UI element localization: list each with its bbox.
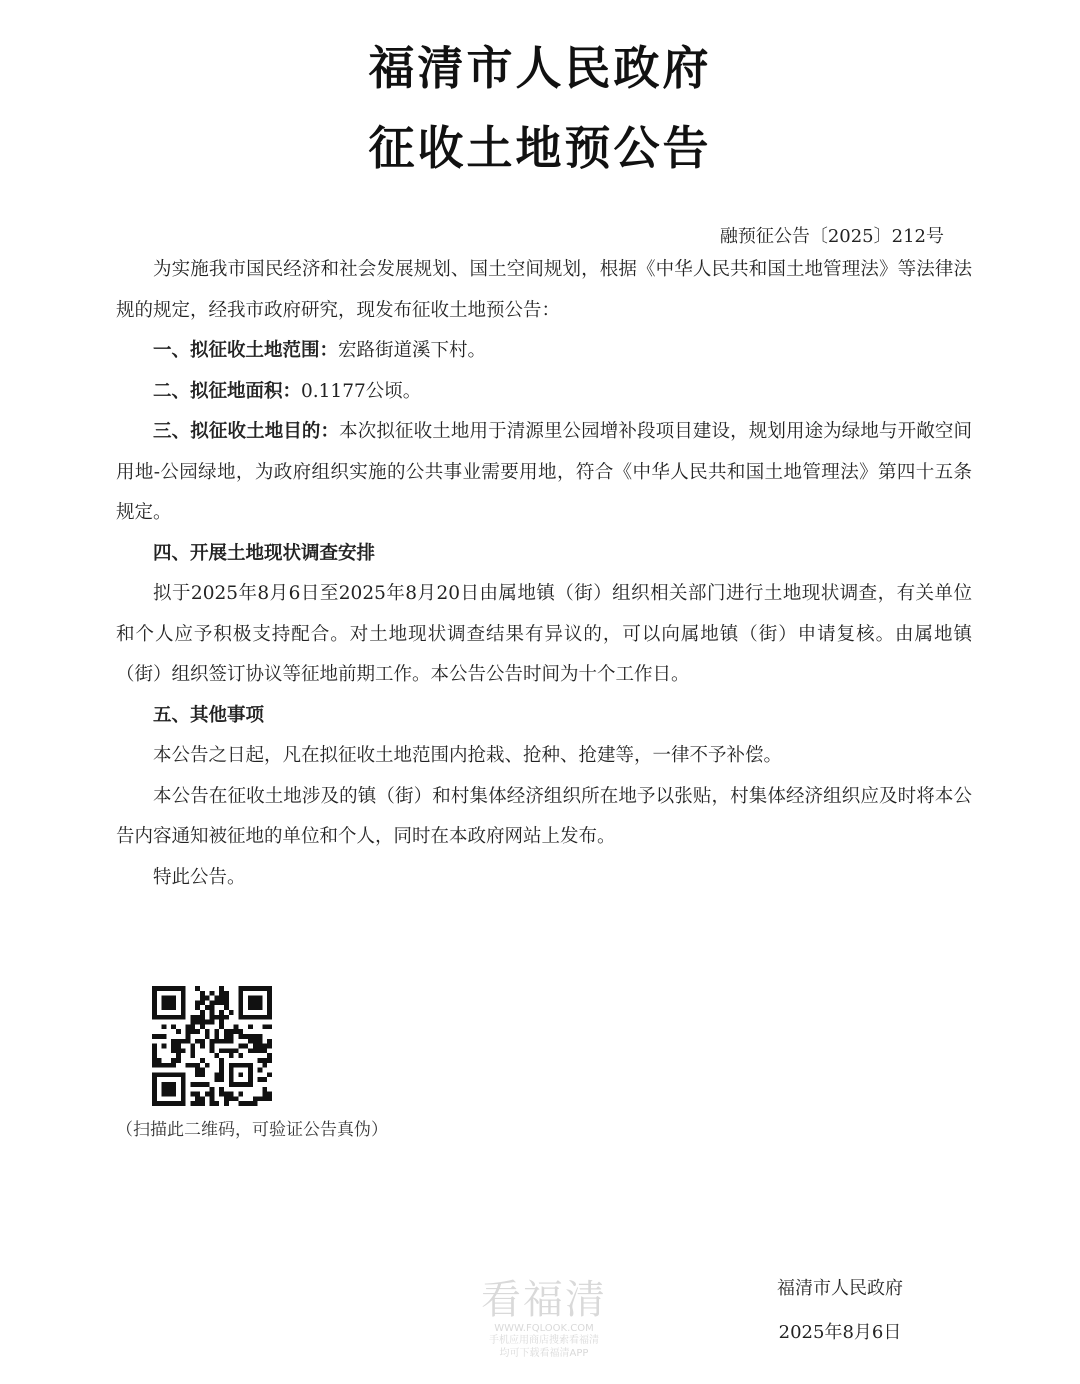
section-4-heading-paragraph bbox=[116, 534, 972, 575]
notice-body bbox=[116, 250, 972, 898]
title-line-2: 征收土地预公告 bbox=[368, 121, 712, 175]
section-2-text: 0.1177公顷。 bbox=[301, 380, 422, 402]
section-3-text: 本次拟征收土地用于清源里公园增补段项目建设，规划用途为绿地与开敞空间用地-公园绿地，为政府组织实施的公共事业需要用地，符合《中华人民共和国土地管理法》第四十五条规定。 bbox=[116, 421, 972, 523]
section-5-heading: 五、其他事项 bbox=[153, 704, 265, 726]
watermark-line-1: 手机应用商店搜索看福清 bbox=[489, 1335, 599, 1346]
section-1 bbox=[116, 331, 972, 372]
section-1-text: 宏路街道溪下村。 bbox=[338, 340, 487, 361]
section-4-text: 拟于2025年8月6日至2025年8月20日由属地镇（街）组织相关部门进行土地现状调查，有关单位和个人应予积极支持配合。对土地现状调查结果有异议的，可以向属地镇（街）申请复核。由属地镇（街）组织签订协议等征地前期工作。本公告公告时间为十个工作日。 bbox=[116, 583, 972, 685]
section-2-heading: 二、拟征地面积： bbox=[153, 380, 302, 402]
section-5-text-2: 本公告在征收土地涉及的镇（街）和村集体经济组织所在地予以张贴，村集体经济组织应及时将本公告内容通知被征地的单位和个人，同时在本政府网站上发布。 bbox=[116, 785, 972, 847]
qr-code-icon bbox=[152, 986, 272, 1106]
document-number: 融预征公告〔2025〕212号 bbox=[719, 226, 944, 247]
watermark-name: 看福清 bbox=[481, 1277, 607, 1323]
section-3 bbox=[116, 412, 972, 534]
section-5-heading-paragraph bbox=[116, 696, 972, 737]
section-2 bbox=[116, 372, 972, 413]
intro-paragraph: 为实施我市国民经济和社会发展规划、国土空间规划，根据《中华人民共和国土地管理法》等法律法规的规定，经我市政府研究，现发布征收土地预公告： bbox=[116, 259, 972, 321]
watermark-logo bbox=[464, 1268, 624, 1360]
watermark-line-2: 均可下载看福清APP bbox=[499, 1348, 589, 1359]
section-3-heading: 三、拟征收土地目的： bbox=[153, 421, 340, 442]
closing-line: 特此公告。 bbox=[153, 866, 246, 888]
qr-caption: （扫描此二维码，可验证公告真伪） bbox=[116, 1120, 388, 1140]
title-line-1: 福清市人民政府 bbox=[368, 41, 712, 95]
signature-date: 2025年8月6日 bbox=[778, 1322, 902, 1343]
section-5-text-1: 本公告之日起，凡在拟征收土地范围内抢栽、抢种、抢建等，一律不予补偿。 bbox=[153, 745, 783, 766]
signature-organization: 福清市人民政府 bbox=[777, 1278, 903, 1299]
section-4-heading: 四、开展土地现状调查安排 bbox=[153, 542, 376, 564]
section-1-heading: 一、拟征收土地范围： bbox=[153, 340, 339, 361]
watermark-url: WWW.FQLOOK.COM bbox=[494, 1323, 594, 1334]
